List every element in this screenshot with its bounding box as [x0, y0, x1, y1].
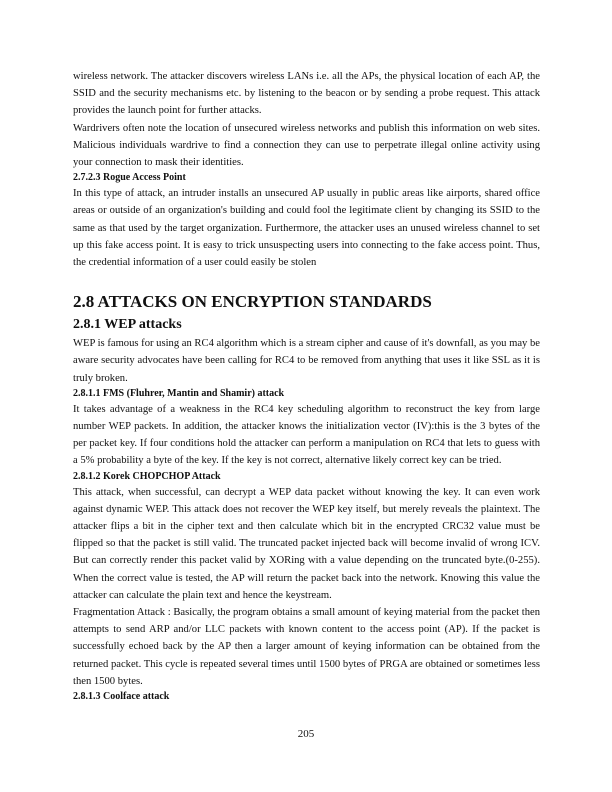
section-heading: 2.8 ATTACKS ON ENCRYPTION STANDARDS [73, 292, 432, 312]
paragraph: WEP is famous for using an RC4 algorithm which is a stream cipher and cause of it's downfall, as you may be aware security advocates have been calling for RC4 to be removed from anything that uses it like SSL as it is truly broken. [73, 338, 540, 384]
paragraph: Wardrivers often note the location of unsecured wireless networks and publish this information on web sites. Malicious individuals wardrive to find a connection they can use to perpetrate illegal online activity using your connection to mask their identities. [73, 122, 540, 169]
subsection-heading: 2.8.1.3 Coolface attack [73, 691, 170, 703]
subsection-heading: 2.8.1.2 Korek CHOPCHOP Attack [73, 470, 221, 482]
paragraph: Fragmentation Attack : Basically, the program obtains a small amount of keying material from the packet then attempts to send ARP and/or LLC packets with known content to the access point (AP). If the packet is successfully echoed back by the AP then a larger amount of keying information can be obtained from the returned packet. This cycle is repeated several times until 1500 bytes of PRGA are obtained or sometimes less then 1500 bytes. [73, 607, 540, 687]
paragraph: This attack, when successful, can decrypt a WEP data packet without knowing the key. It can even work against dynamic WEP. This attack does not recover the WEP key itself, but merely reveals the plaintext. The attacker flips a bit in the cipher text and then calculate which bit in the encrypted CRC32 value must be flipped so that the packet is still valid. The truncated packet injected back will become invalid of wrong ICV. But can correctly render this packet valid by XORing with a value depending on the truncated byte.(0-255). When the correct value is tested, the AP will return the packet back into the network. Knowing this value the attacker can calculate the plain text and hence the keystream. [73, 486, 540, 601]
subsection-heading: 2.7.2.3 Rogue Access Point [73, 172, 186, 184]
paragraph: It takes advantage of a weakness in the RC4 key scheduling algorithm to reconstruct the key from large number WEP packets. In addition, the attacker knows the initialization vector (IV):this is the 3 bytes of the per packet key. If four conditions hold the attacker can perform a manipulation on RC4 that lets to guess with a 5% probability a byte of the key. If the key is not correct, alternative likely correct key can be tried. [73, 403, 540, 467]
subsection-heading: 2.8.1.1 FMS (Fluhrer, Mantin and Shamir) attack [73, 387, 285, 399]
page-body [73, 68, 540, 704]
subsection-heading: 2.8.1 WEP attacks [73, 317, 182, 333]
page-number: 205 [297, 728, 315, 740]
paragraph: In this type of attack, an intruder installs an unsecured AP usually in public areas like airports, shared office areas or outside of an organization's building and could fool the legitimate client by changing its SSID to the same as that used by the target organization. Furthermore, the attacker uses an unused wireless channel to set up this fake access point. It is easy to trick unsuspecting users into connecting to the fake access point. Thus, the credential information of a user could easily be stolen [73, 188, 540, 269]
paragraph: wireless network. The attacker discovers wireless LANs i.e. all the APs, the physical location of each AP, the SSID and the security mechanisms etc. by listening to the beacon or by sending a probe request. This attack provides the launch point for further attacks. [73, 71, 540, 117]
